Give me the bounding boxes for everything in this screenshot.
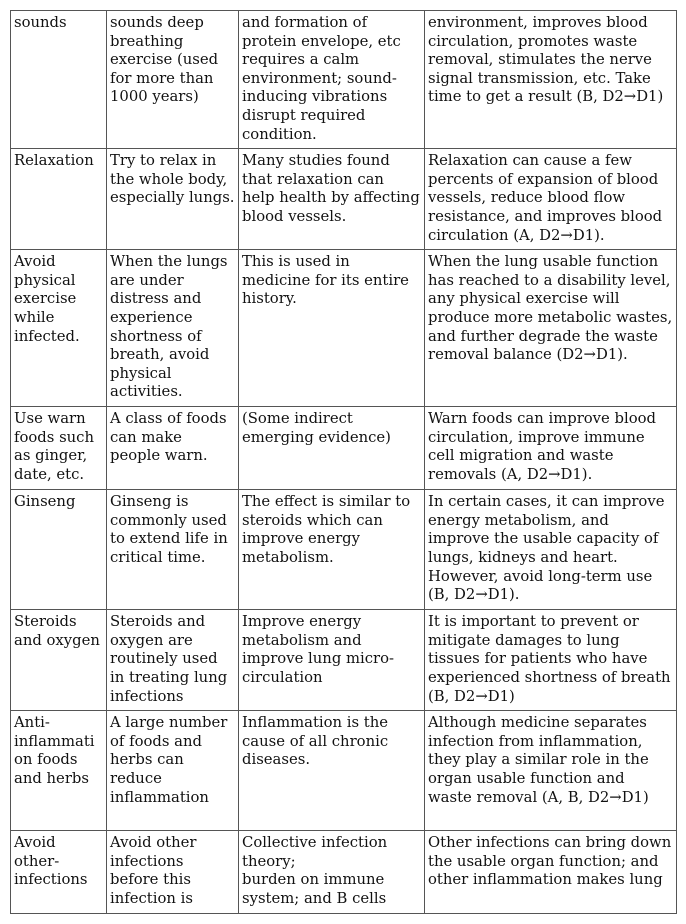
- document-page: [10, 10, 676, 914]
- table-row: [11, 711, 677, 831]
- remedy-name-cell: Avoid physical exercise while infected.: [11, 250, 107, 407]
- effect-cell: Although medicine separates infection from inflammation, they play a similar role in the organ usable function and waste removal (A, B, D2→D1): [425, 711, 677, 831]
- evidence-cell: (Some indirect emerging evidence): [239, 407, 425, 490]
- table-row: [11, 149, 677, 250]
- table-row: [11, 610, 677, 711]
- remedy-name-cell: Steroids and oxygen: [11, 610, 107, 711]
- evidence-cell: Improve energy metabolism and improve lung micro-circulation: [239, 610, 425, 711]
- remedy-name-cell: Avoid other-infections: [11, 831, 107, 914]
- evidence-cell: Many studies found that relaxation can help health by affecting blood vessels.: [239, 149, 425, 250]
- evidence-cell: This is used in medicine for its entire history.: [239, 250, 425, 407]
- evidence-cell: Collective infection theory; burden on immune system; and B cells: [239, 831, 425, 914]
- evidence-cell: The effect is similar to steroids which can improve energy metabolism.: [239, 490, 425, 610]
- evidence-cell: and formation of protein envelope, etc requires a calm environment; sound-inducing vibrations disrupt required condition.: [239, 11, 425, 149]
- effect-cell: Relaxation can cause a few percents of expansion of blood vessels, reduce blood flow resistance, and improves blood circulation (A, D2→D1).: [425, 149, 677, 250]
- effect-cell: Warn foods can improve blood circulation, improve immune cell migration and waste removals (A, D2→D1).: [425, 407, 677, 490]
- remedy-name-cell: sounds: [11, 11, 107, 149]
- remedy-name-cell: Use warn foods such as ginger, date, etc.: [11, 407, 107, 490]
- table-row: [11, 11, 677, 149]
- remedy-description-cell: Steroids and oxygen are routinely used in treating lung infections: [107, 610, 239, 711]
- remedy-description-cell: A large number of foods and herbs can reduce inflammation: [107, 711, 239, 831]
- remedy-description-cell: When the lungs are under distress and experience shortness of breath, avoid physical activities.: [107, 250, 239, 407]
- table-row: [11, 250, 677, 407]
- effect-cell: When the lung usable function has reached to a disability level, any physical exercise will produce more metabolic wastes, and further degrade the waste removal balance (D2→D1).: [425, 250, 677, 407]
- remedies-table: [10, 10, 677, 914]
- remedy-name-cell: Anti-inflammati on foods and herbs: [11, 711, 107, 831]
- effect-cell: Other infections can bring down the usable organ function; and other inflammation makes lung: [425, 831, 677, 914]
- table-row: [11, 831, 677, 914]
- remedy-name-cell: Relaxation: [11, 149, 107, 250]
- effect-cell: In certain cases, it can improve energy metabolism, and improve the usable capacity of lungs, kidneys and heart. However, avoid long-term use (B, D2→D1).: [425, 490, 677, 610]
- remedy-description-cell: Ginseng is commonly used to extend life in critical time.: [107, 490, 239, 610]
- evidence-cell: Inflammation is the cause of all chronic diseases.: [239, 711, 425, 831]
- remedy-description-cell: A class of foods can make people warn.: [107, 407, 239, 490]
- effect-cell: It is important to prevent or mitigate damages to lung tissues for patients who have experienced shortness of breath (B, D2→D1): [425, 610, 677, 711]
- effect-cell: environment, improves blood circulation, promotes waste removal, stimulates the nerve signal transmission, etc. Take time to get a result (B, D2→D1): [425, 11, 677, 149]
- remedy-description-cell: Try to relax in the whole body, especially lungs.: [107, 149, 239, 250]
- remedy-name-cell: Ginseng: [11, 490, 107, 610]
- remedy-description-cell: Avoid other infections before this infection is: [107, 831, 239, 914]
- table-row: [11, 407, 677, 490]
- table-row: [11, 490, 677, 610]
- remedy-description-cell: sounds deep breathing exercise (used for more than 1000 years): [107, 11, 239, 149]
